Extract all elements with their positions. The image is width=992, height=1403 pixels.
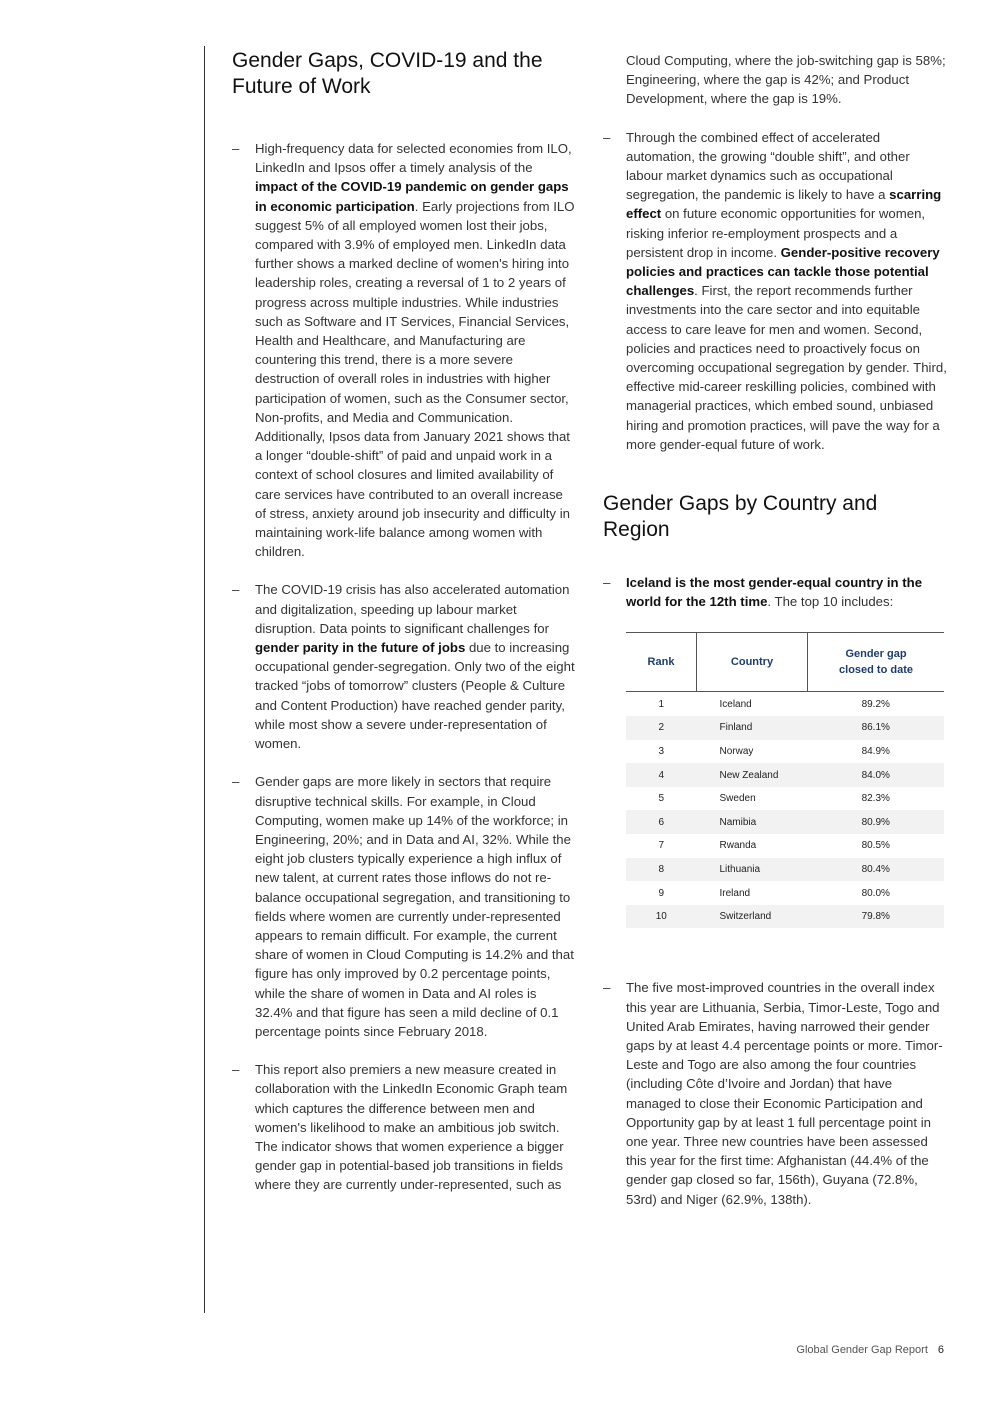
table-header-row <box>626 633 944 692</box>
table-row: 7 Rwanda 80.5% <box>658 840 890 852</box>
bullet-most-improved: – The five most-improved countries in the overall index this year are Lithuania, Serbia, Timor-Leste, Togo and United Arab Emirates, having narrowed their gender gaps by at least 4.4 percentage points or more. Timor-Leste and Togo are also among the four countries (including Côte d’Ivoire and Jordan) that have managed to close their Economic Participation and Opportunity gap by at least 1 full percentage point in one year. Three new countries have been assessed this year for the first time: Afghanistan (44.4% of the gender gap closed so far, 156th), Guyana (72.8%, 53rd) and Niger (62.9%, 138th). <box>603 980 943 1207</box>
header-country: Country <box>697 633 808 692</box>
bullet-dash: – <box>232 141 240 156</box>
right-column <box>603 51 948 1209</box>
top10-table-wrap <box>626 632 948 928</box>
bullet-job-switch: – This report also premiers a new measure created in collaboration with the LinkedIn Economic Graph team which captures the difference between men and women's likelihood to make an ambitious job switch. The indicator shows that women experience a bigger gender gap in potential-based job transitions in fields where they are currently under-represented, such as <box>232 1062 568 1193</box>
page-footer <box>796 1344 944 1356</box>
bullet-scarring-effect: – Through the combined effect of accelerated automation, the growing “double shift”, and other labour market dynamics such as occupational segregation, the pandemic is likely to have a scarring effect on future economic opportunities for women, risking inferior re-employment prospects and a persistent drop in income. Gender-positive recovery policies and practices can tackle those potential challenges. First, the report recommends further investments into the care sector and into equitable access to care leave for men and women. Second, policies and practices need to proactively focus on overcoming occupational segregation by gender. Third, effective mid-career reskilling policies, combined with managerial practices, which embed sound, unbiased hiring and promotion practices, will pave the way for a more gender-equal future of work. <box>603 129 947 452</box>
table-row: 3 Norway 84.9% <box>658 745 890 757</box>
table-row: 8 Lithuania 80.4% <box>626 858 944 882</box>
bullet-dash: – <box>232 1062 240 1078</box>
continued-paragraph: Cloud Computing, where the job-switching gap is 58%; Engineering, where the gap is 42%; and Product Development, where the gap is 19%. <box>626 53 946 107</box>
table-row: 5 Sweden 82.3% <box>658 793 890 805</box>
bullet-covid-impact: – High-frequency data for selected economies from ILO, LinkedIn and Ipsos offer a timely analysis of the impact of the COVID-19 pandemic on gender gaps in economic participation. Early projections from ILO suggest 5% of all employed women lost their jobs, compared with 3.9% of employed men. LinkedIn data further shows a marked decline of women's hiring into leadership roles, creating a reversal of 1 to 2 years of progress across multiple industries. While industries such as Software and IT Services, Financial Services, Health and Healthcare, and Manufacturing are countering this trend, there is a more severe destruction of overall roles in industries with higher participation of women, such as the Consumer sector, Non-profits, and Media and Communication. Additionally, Ipsos data from January 2021 shows that a longer “double-shift” of paid and unpaid work in a context of school closures and limited availability of care services have contributed to an overall increase of stress, anxiety around job insecurity and difficulty in maintaining work-life balance among women with children. <box>232 141 575 560</box>
table-row: 6 Namibia 80.9% <box>626 810 944 834</box>
table-row: 9 Ireland 80.0% <box>658 887 890 899</box>
column-divider <box>204 46 205 1313</box>
bullet-dash: – <box>603 980 611 996</box>
header-gap: Gender gap closed to date <box>808 633 945 692</box>
bullet-automation: – The COVID-19 crisis has also accelerated automation and digitalization, speeding up labour market disruption. Data points to significant challenges for gender parity in the future of jobs due to increasing occupational gender-segregation. Only two of the eight tracked “jobs of tomorrow” clusters (People & Culture and Content Production) have reached gender parity, while most show a severe under-representation of women. <box>232 582 575 752</box>
bullet-dash: – <box>603 129 611 145</box>
header-rank: Rank <box>626 633 697 692</box>
table-row: 10 Switzerland 79.8% <box>626 905 944 929</box>
left-column <box>232 48 577 1195</box>
bullet-dash: – <box>603 575 611 591</box>
bullet-dash: – <box>232 774 240 790</box>
page-number: 6 <box>937 1344 944 1356</box>
table-row: 1 Iceland 89.2% <box>658 698 890 710</box>
bullet-dash: – <box>232 582 240 598</box>
footer-title: Global Gender Gap Report <box>796 1344 928 1356</box>
bullet-iceland: – Iceland is the most gender-equal country in the world for the 12th time. The top 10 includes: <box>603 575 923 610</box>
top10-table <box>626 632 944 928</box>
section-heading: Gender Gaps, COVID-19 and the Future of Work <box>232 49 543 98</box>
table-row: 4 New Zealand 84.0% <box>626 763 944 787</box>
section-heading-country: Gender Gaps by Country and Region <box>603 492 878 542</box>
table-row: 2 Finland 86.1% <box>626 716 944 740</box>
bullet-technical-skills: – Gender gaps are more likely in sectors that require disruptive technical skills. For example, in Cloud Computing, women make up 14% of the workforce; in Engineering, 20%; and in Data and AI, 32%. While the eight job clusters typically experience a high influx of new talent, at current rates those inflows do not re-balance occupational segregation, and transitioning to fields where women are currently under-represented appears to remain difficult. For example, the current share of women in Cloud Computing is 14.2% and that figure has only improved by 0.2 percentage points, while the share of women in Data and AI roles is 32.4% and that figure has seen a mild decline of 0.1 percentage points since February 2018. <box>232 774 574 1039</box>
